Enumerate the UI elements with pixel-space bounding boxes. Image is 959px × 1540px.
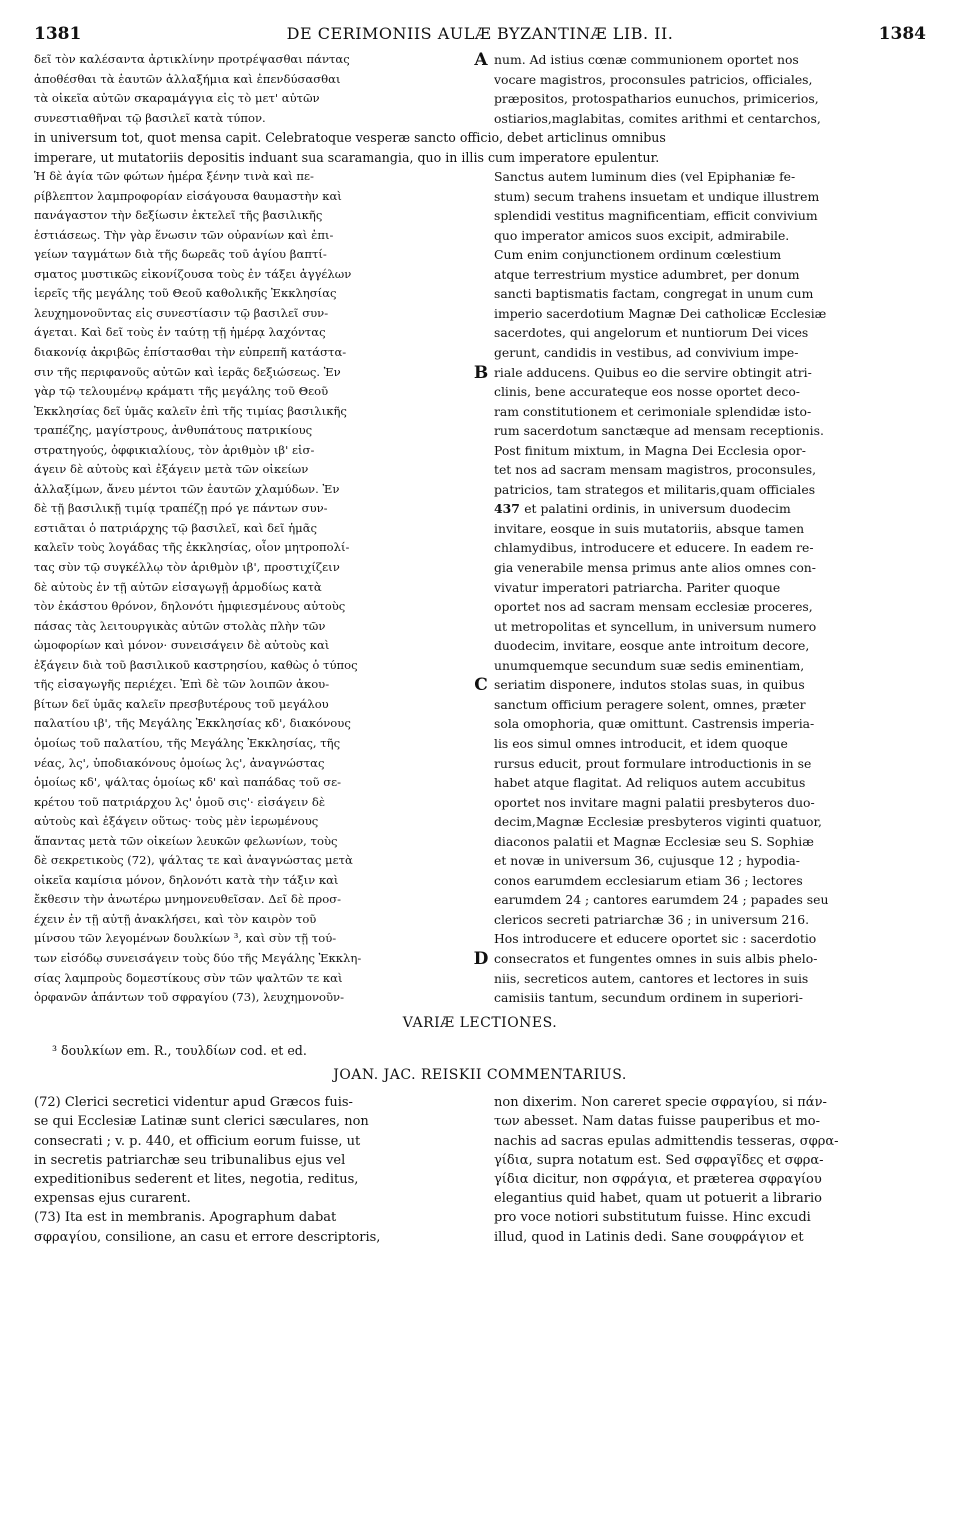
greek-text-line: ρίβλεπτον λαμπροφορίαν εἰσάγουσα θαυμαστὴν καὶ (34, 188, 342, 203)
greek-text-line: σίας λαμπροὺς δομεστίκους σὺν τῶν ψαλτῶν τε καὶ (34, 970, 343, 985)
latin-text-line: rum sacerdotum sanctæque ad mensam receptionis. (494, 423, 824, 439)
greek-text-line: εστιᾶται ὁ πατριάρχης τῷ βασιλεῖ, καὶ δεῖ ἡμᾶς (34, 520, 318, 535)
latin-text-line: niis, secreticos autem, cantores et lectores in suis (494, 970, 809, 986)
latin-text-line: splendidi vestitus magnificentiam, efficit convivium (494, 208, 818, 224)
commentary-line: in secretis patriarchæ seu tribunalibus ejus vel (34, 1152, 346, 1168)
latin-column-b (494, 167, 926, 1008)
latin-text-line: sanctum officium peragere solent, omnes, præter (494, 696, 806, 712)
section-b-columns (34, 167, 926, 1009)
latin-text-line: ut metropolitas et syncellum, in universum numero (494, 618, 817, 634)
greek-text-line: καλεῖν τοὺς λογάδας τῆς ἐκκλησίας, οἷον μητροπολί- (34, 540, 350, 555)
greek-text-line: ἔκθεσιν τὴν ἀνωτέρω μνημονευθεῖσαν. Δεῖ δὲ προσ- (34, 892, 342, 907)
latin-text-line: oportet nos invitare magni palatii presbyteros duo- (494, 794, 815, 810)
latin-text-line: et novæ in universum 36, cujusque 12 ; hypodia- (494, 853, 800, 869)
page-number-right: 1384 (878, 24, 926, 44)
latin-text-line: consecratos et fungentes omnes in suis albis phelo- (494, 950, 818, 966)
latin-text-line: atque terrestrium mystice adumbret, per donum (494, 266, 800, 282)
greek-text-line: μίνσου τῶν λεγομένων δουλκίων ³, καὶ σὺν τῇ τού- (34, 931, 337, 946)
commentary-line: γίδια dicitur, non σφράγια, et præterea σφραγίου (494, 1171, 822, 1187)
greek-text-line: τραπέζης, μαγίστρους, ἀνθυπάτους πατρικίους (34, 423, 313, 438)
commentary-line: σφραγίου, consilione, an casu et errore descriptoris, (34, 1229, 381, 1245)
commentary-line: nachis ad sacras epulas admittendis tesseras, σφρα- (494, 1133, 839, 1149)
greek-column-a (34, 50, 462, 128)
greek-text-line: διακονίᾳ ἀκριβῶς ἐπίστασθαι τὴν εὐπρεπῆ κατάστα- (34, 345, 347, 360)
latin-text-line: ostiarios,maglabitas, comites arithmi et centarchos, (494, 110, 821, 126)
greek-text-line: ὠμοφορίων καὶ μόνον· συνεισάγειν δὲ αὐτοὺς καὶ (34, 638, 330, 653)
greek-text-line: κρέτου τοῦ πατριάρχου λς' ὁμοῦ σις'· εἰσάγειν δὲ (34, 794, 326, 809)
commentary-line: expensas ejus curarent. (34, 1191, 191, 1207)
commentary-title: JOAN. JAC. REISKII COMMENTARIUS. (333, 1067, 627, 1084)
latin-text-line: gerunt, candidis in vestibus, ad convivium impe- (494, 345, 799, 361)
greek-text-line: ὀρφανῶν ἁπάντων τοῦ σφραγίου (73), λευχημονοῦν- (34, 990, 344, 1005)
greek-text-line: ἀλλαξίμων, ἄνευ μέντοι τῶν ἑαυτῶν χλαμύδων. Ἐν (34, 481, 340, 496)
greek-text-line: δὲ σεκρετικοὺς (72), ψάλτας τε καὶ ἀναγνώστας μετὰ (34, 853, 353, 868)
latin-text-line: camisiis tantum, secundum ordinem in superiori- (494, 990, 803, 1006)
commentary-line: non dixerim. Non careret specie σφραγίου, si πάν- (494, 1095, 827, 1111)
latin-text-line: Sanctus autem luminum dies (vel Epiphaniæ fe- (494, 169, 796, 185)
greek-text-line: ἑστιάσεως. Τὴν γὰρ ἕνωσιν τῶν οὐρανίων καὶ ἐπι- (34, 227, 334, 242)
full-width-text-line: imperare, ut mutatoriis depositis induant sua scaramangia, quo in illis cum imperatore epulentur. (34, 149, 660, 165)
latin-text-line: Cum enim conjunctionem ordinum cœlestium (494, 247, 782, 263)
latin-text-line: vivatur imperatori patriarcha. Pariter quoque (494, 579, 781, 595)
full-width-latin (34, 128, 926, 167)
latin-text-line: lis eos simul omnes introducit, et idem quoque (494, 735, 788, 751)
running-title: DE CERIMONIIS AULÆ BYZANTINÆ LIB. II. (286, 24, 674, 43)
latin-text-line: sacerdotes, qui angelorum et nuntiorum Dei vices (494, 325, 809, 341)
greek-text-line: ἱερεῖς τῆς μεγάλης τοῦ Θεοῦ καθολικῆς Ἐκκλησίας (34, 286, 337, 301)
commentary-line: (72) Clerici secretici videntur apud Græcos fuis- (34, 1095, 353, 1111)
latin-text-line: decim,Magnæ Ecclesiæ presbyteros viginti quatuor, (494, 814, 822, 830)
greek-text-line: άγεται. Καὶ δεῖ τοὺς ἐν ταύτῃ τῇ ἡμέρᾳ λαχόντας (34, 325, 326, 340)
commentary-line: consecrati ; v. p. 440, et officium eorum fuisse, ut (34, 1133, 361, 1149)
greek-text-line: τας σὺν τῷ συγκέλλῳ τὸν ἀριθμὸν ιβ', προστιχίζειν (34, 560, 340, 575)
commentary-line: illud, quod in Latinis dedi. Sane σουφράγιον et (494, 1229, 804, 1245)
latin-text-line: ram constitutionem et cerimoniale splendidæ isto- (494, 403, 812, 419)
inline-page-number: 437 (494, 501, 525, 517)
greek-text-line: δὲ αὐτοὺς ἐν τῇ αὐτῶν εἰσαγωγῇ ἁρμοδίως κατὰ (34, 579, 322, 594)
commentary-left-column (34, 1093, 474, 1247)
greek-text-line: δεῖ τὸν καλέσαντα ἀρτικλίνην προτρέψασθαι πάντας (34, 52, 350, 66)
latin-text-line: diaconos palatii et Magnæ Ecclesiæ seu S. Sophiæ (494, 833, 814, 849)
running-header (34, 14, 926, 50)
commentary-line: se qui Ecclesiæ Latinæ sunt clerici sæculares, non (34, 1114, 369, 1130)
latin-text-line: oportet nos ad sacram mensam ecclesiæ proceres, (494, 599, 813, 615)
margin-marker-b: B (473, 363, 489, 384)
latin-text-line (494, 499, 926, 519)
commentary-line: των abesset. Nam datas fuisse pauperibus et mo- (494, 1114, 820, 1130)
commentary-columns (34, 1093, 926, 1253)
latin-text-line: clinis, bene accurateque eos nosse oportet deco- (494, 384, 800, 400)
commentary-line: γίδια, supra notatum est. Sed σφραγῖδες et σφρα- (494, 1152, 824, 1168)
greek-text-line: συνεστιαθῆναι τῷ βασιλεῖ κατὰ τύπον. (34, 110, 266, 125)
margin-marker-c: C (474, 675, 488, 696)
greek-text-line: πάσας τὰς λειτουργικὰς αὐτῶν στολὰς πλὴν τῶν (34, 618, 326, 633)
section-a-columns (34, 50, 926, 128)
variae-lectiones-title: VARIÆ LECTIONES. (402, 1015, 558, 1032)
greek-text-line: Ἐκκλησίας δεῖ ὑμᾶς καλεῖν ἐπὶ τῆς τιμίας βασιλικῆς (34, 403, 347, 418)
commentary-line: pro voce notiori substitutum fuisse. Hinc excudi (494, 1210, 811, 1226)
latin-text-line: duodecim, invitare, eosque ante introitum decore, (494, 638, 810, 654)
commentary-line: (73) Ita est in membranis. Apographum dabat (34, 1210, 337, 1226)
latin-text-line: rursus educit, prout formulare introductionis in se (494, 755, 812, 771)
page-number-left: 1381 (34, 24, 82, 44)
greek-text-line: έχειν ἐν τῇ αὐτῇ ἀνακλήσει, καὶ τὸν καιρὸν τοῦ (34, 911, 317, 926)
margin-marker-a: A (474, 50, 488, 70)
latin-text-line: invitare, eosque in suis mutatoriis, absque tamen (494, 520, 805, 536)
latin-text-line: chlamydibus, introducere et educere. In eadem re- (494, 540, 814, 556)
commentary-right-column (494, 1093, 926, 1247)
latin-text-line: Post finitum mixtum, in Magna Dei Ecclesia opor- (494, 442, 806, 458)
greek-text-line: σματος μυστικῶς εἰκονίζουσα τοὺς ἐν τάξει ἀγγέλων (34, 266, 352, 281)
latin-text-line: Hos introducere et educere oportet sic : sacerdotio (494, 931, 817, 947)
latin-text-line: patricios, tam strategos et militaris,quam officiales (494, 481, 816, 497)
greek-text-line: τῆς εἰσαγωγῆς περιέχει. Ἐπὶ δὲ τῶν λοιπῶν ἀκου- (34, 677, 330, 692)
latin-text-line: imperio sacerdotium Magnæ Dei catholicæ Ecclesiæ (494, 305, 827, 321)
greek-text-line: παλατίου ιβ', τῆς Μεγάλης Ἐκκλησίας κδ', διακόνους (34, 716, 351, 731)
full-width-text-line: in universum tot, quot mensa capit. Celebratoque vesperæ sancto officio, debet articlinus omnibus (34, 130, 666, 145)
latin-text-line: num. Ad istius cœnæ communionem oportet nos (494, 52, 799, 67)
variant-note: ³ δουλκίων em. R., τουλδίων cod. et ed. (52, 1043, 307, 1059)
latin-column-a (494, 50, 926, 128)
margin-marker-d: D (473, 949, 489, 970)
greek-column-b (34, 167, 462, 1008)
latin-text-line: sola omophoria, quæ omittunt. Castrensis imperia- (494, 716, 815, 732)
latin-text-fragment: et palatini ordinis, in universum duodecim (524, 501, 791, 517)
latin-text-line: tet nos ad sacram mensam magistros, proconsules, (494, 462, 817, 478)
commentary-line: expeditionibus sederent et lites, negotia, reditus, (34, 1171, 359, 1187)
latin-text-line: quo imperator amicos suos excipit, admirabile. (494, 227, 790, 243)
greek-text-line: στρατηγούς, ὀφφικιαλίους, τὸν ἀριθμὸν ιβ' εἰσ- (34, 442, 315, 457)
greek-text-line: νέας, λς', ὑποδιακόνους ὁμοίως λς', ἀναγνώστας (34, 755, 325, 770)
greek-text-line: αὐτοὺς καὶ ἐξάγειν οὕτως· τοὺς μὲν ἱερωμένους (34, 814, 319, 829)
greek-text-line: ἐξάγειν διὰ τοῦ βασιλικοῦ καστρησίου, καθὼς ὁ τύπος (34, 657, 358, 672)
latin-text-line: conos earumdem ecclesiarum etiam 36 ; lectores (494, 872, 803, 888)
greek-text-line: γὰρ τῷ τελουμένῳ κράματι τῆς μεγάλης τοῦ Θεοῦ (34, 384, 329, 399)
greek-text-line: ἀποθέσθαι τὰ ἑαυτῶν ἀλλαξήμια καὶ ἐπενδύσασθαι (34, 71, 341, 86)
latin-text-line: præpositos, protospatharios eunuchos, primicerios, (494, 91, 819, 107)
greek-text-line: οἰκεῖα καμίσια μόνον, δηλονότι κατὰ τὴν τάξιν καὶ (34, 872, 339, 887)
greek-text-line: ὁμοίως κδ', ψάλτας ὁμοίως κδ' καὶ παπάδας τοῦ σε- (34, 775, 342, 790)
latin-text-line: stum) secum trahens insuetam et undique illustrem (494, 188, 820, 204)
latin-text-line: seriatim disponere, indutos stolas suas, in quibus (494, 677, 805, 693)
latin-text-line: vocare magistros, proconsules patricios, officiales, (494, 71, 813, 87)
latin-text-line: sancti baptismatis factam, congregat in unum cum (494, 286, 814, 302)
commentary-line: elegantius quid habet, quam ut potuerit a librario (494, 1191, 822, 1207)
greek-text-line: γείων ταγμάτων διὰ τῆς δωρεᾶς τοῦ ἁγίου βαπτί- (34, 247, 327, 262)
latin-text-line: riale adducens. Quibus eo die servire obtingit atri- (494, 364, 812, 380)
latin-text-line: habet atque flagitat. Ad reliquos autem accubitus (494, 775, 806, 791)
greek-text-line: βίτων δεῖ ὑμᾶς καλεῖν πρεσβυτέρους τοῦ μεγάλου (34, 696, 329, 711)
book-page (34, 14, 926, 1524)
latin-text-line: unumquemque secundum suæ sedis eminentiam, (494, 657, 805, 673)
latin-text-line: clericos secreti patriarchæ 36 ; in universum 216. (494, 911, 810, 927)
greek-text-line: Ἡ δὲ ἁγία τῶν φώτων ἡμέρα ξένην τινὰ καὶ πε- (34, 169, 314, 184)
latin-text-line: earumdem 24 ; cantores earumdem 24 ; papades seu (494, 892, 829, 908)
greek-text-line: ὁμοίως τοῦ παλατίου, τῆς Μεγάλης Ἐκκλησίας, τῆς (34, 735, 341, 750)
greek-text-line: ἅπαντας μετὰ τῶν οἰκείων λευκῶν φελωνίων, τοὺς (34, 833, 338, 848)
greek-text-line: πανάγαστον τὴν δεξίωσιν ἐκτελεῖ τῆς βασιλικῆς (34, 208, 323, 223)
greek-text-line: των εἰσόδῳ συνεισάγειν τοὺς δύο τῆς Μεγάλης Ἐκκλη- (34, 950, 362, 965)
greek-text-line: δὲ τῇ βασιλικῇ τιμίᾳ τραπέζῃ πρό γε πάντων συν- (34, 501, 328, 516)
greek-text-line: τὰ οἰκεῖα αὐτῶν σκαραμάγγια εἰς τὸ μετ' αὐτῶν (34, 91, 320, 106)
greek-text-line: τὸν ἑκάστου θρόνον, δηλονότι ἠμφιεσμένους αὐτοὺς (34, 599, 346, 614)
latin-text-line: gia venerabile mensa primus ante alios omnes con- (494, 560, 816, 576)
greek-text-line: λευχημονοῦντας εἰς συνεστίασιν τῷ βασιλεῖ συν- (34, 305, 329, 320)
greek-text-line: άγειν δὲ αὐτοὺς καὶ ἐξάγειν μετὰ τῶν οἰκείων (34, 462, 309, 477)
greek-text-line: σιν τῆς περιφανοῦς αὐτῶν καὶ ἱερᾶς δεξιώσεως. Ἐν (34, 364, 341, 379)
